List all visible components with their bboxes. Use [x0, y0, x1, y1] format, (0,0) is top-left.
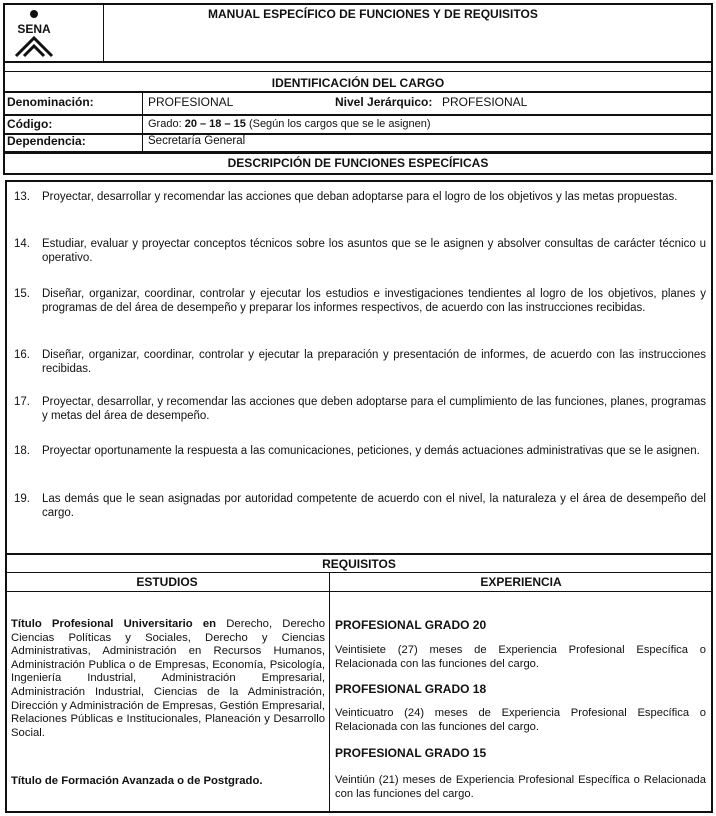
item-text: Proyectar, desarrollar y recomendar las acciones que deban adoptarse para el logro de los objetivos y las metas propuestas. [42, 191, 678, 203]
item-text: Proyectar, desarrollar, y recomendar las acciones que deben adoptarse para el cumplimiento de las funciones, planes, programas y metas del área de desempeño. [42, 396, 706, 422]
svg-text:SENA: SENA [17, 22, 51, 36]
denominacion-value: PROFESIONAL [148, 95, 234, 109]
grado-18-title: PROFESIONAL GRADO 18 [335, 682, 487, 696]
item-number: 13. [14, 191, 30, 203]
estudios-postgrado: Título de Formación Avanzada o de Postgrado. [11, 775, 263, 787]
item-number: 14. [14, 238, 30, 250]
list-item [14, 395, 706, 423]
sena-logo [12, 8, 56, 58]
section-funciones: DESCRIPCIÓN DE FUNCIONES ESPECÍFICAS [227, 156, 489, 170]
column-divider [329, 572, 330, 813]
codigo-label: Código: [7, 117, 53, 131]
divider [5, 591, 713, 592]
grado-20-title: PROFESIONAL GRADO 20 [335, 618, 487, 632]
logo-divider [103, 3, 104, 61]
item-text: Diseñar, organizar, coordinar, controlar y ejecutar los estudios e investigaciones tendientes al logro de los objetivos, planes y programas de del área de desempeño y preparar los informes respectivos, de acuerdo con las instrucciones recibidas. [42, 288, 706, 314]
dependencia-label: Dependencia: [7, 134, 86, 148]
item-text: Las demás que le sean asignadas por autoridad competente de acuerdo con el nivel, la naturaleza y el área de desempeño del cargo. [42, 493, 706, 519]
grado-label: Grado: [148, 118, 182, 130]
experiencia-header: EXPERIENCIA [480, 575, 562, 589]
section-identificacion: IDENTIFICACIÓN DEL CARGO [271, 76, 445, 90]
grado-20-text: Veintisiete (27) meses de Experiencia Profesional Específica o Relacionada con las funciones del cargo. [335, 644, 706, 670]
estudios-titulo [11, 618, 325, 740]
item-number: 18. [14, 445, 30, 457]
item-number: 15. [14, 288, 30, 300]
divider [3, 151, 713, 154]
grado-line [148, 118, 431, 130]
divider [3, 91, 713, 93]
divider [3, 133, 713, 135]
item-text: Proyectar oportunamente la respuesta a las comunicaciones, peticiones, y demás actuaciones administrativas que se le asignen. [42, 445, 700, 457]
divider [5, 572, 713, 573]
item-number: 17. [14, 396, 30, 408]
label-divider [142, 91, 143, 151]
item-number: 16. [14, 349, 30, 361]
divider [3, 61, 713, 63]
nivel-label: Nivel Jerárquico: [335, 95, 433, 109]
grado-18-text: Veinticuatro (24) meses de Experiencia Profesional Específica o Relacionada con las funciones del cargo. [335, 707, 706, 733]
item-number: 19. [14, 493, 30, 505]
divider [3, 114, 713, 116]
grado-note: (Según los cargos que se le asignen) [248, 118, 431, 130]
denominacion-label: Denominación: [7, 95, 94, 109]
list-item [14, 190, 706, 204]
estudios-header: ESTUDIOS [136, 575, 198, 589]
grado-15-title: PROFESIONAL GRADO 15 [335, 746, 487, 760]
sena-logo-icon [12, 8, 56, 58]
estudios-titulo-rest: Derecho, Derecho Ciencias Políticas y Sociales, Derecho y Ciencias Administrativas, Administración en Recursos Humanos, Administración Publica o de Empresas, Economía, Psicología, Ingeniería Industrial, Administración Empresarial, Administración Industrial, Ciencias de la Administración, Dirección y Administración de Empresas, Gestión Empresarial, Relaciones Públicas e Institucionales, Planeación y Desarrollo Social. [11, 618, 325, 739]
dependencia-value: Secretaría General [148, 135, 246, 147]
item-text: Diseñar, organizar, coordinar, controlar y ejecutar la preparación y presentación de informes, de acuerdo con las instrucciones recibidas. [42, 349, 706, 375]
estudios-titulo-lead: Título Profesional Universitario en [11, 618, 217, 630]
list-item [14, 348, 706, 376]
grado-15-text: Veintiún (21) meses de Experiencia Profesional Específica o Relacionada con las funciones del cargo. [335, 774, 706, 800]
item-text: Estudiar, evaluar y proyectar conceptos técnicos sobre los asuntos que se le asignen y absolver consultas de carácter técnico u operativo. [42, 238, 706, 264]
nivel-value: PROFESIONAL [442, 95, 528, 109]
list-item [14, 492, 706, 520]
divider [3, 71, 713, 72]
list-item [14, 287, 706, 315]
list-item [14, 237, 706, 265]
requisitos-title: REQUISITOS [322, 557, 396, 571]
header-title: MANUAL ESPECÍFICO DE FUNCIONES Y DE REQUISITOS [208, 7, 538, 21]
list-item [14, 444, 706, 458]
grado-value: 20 – 18 – 15 [184, 118, 246, 130]
